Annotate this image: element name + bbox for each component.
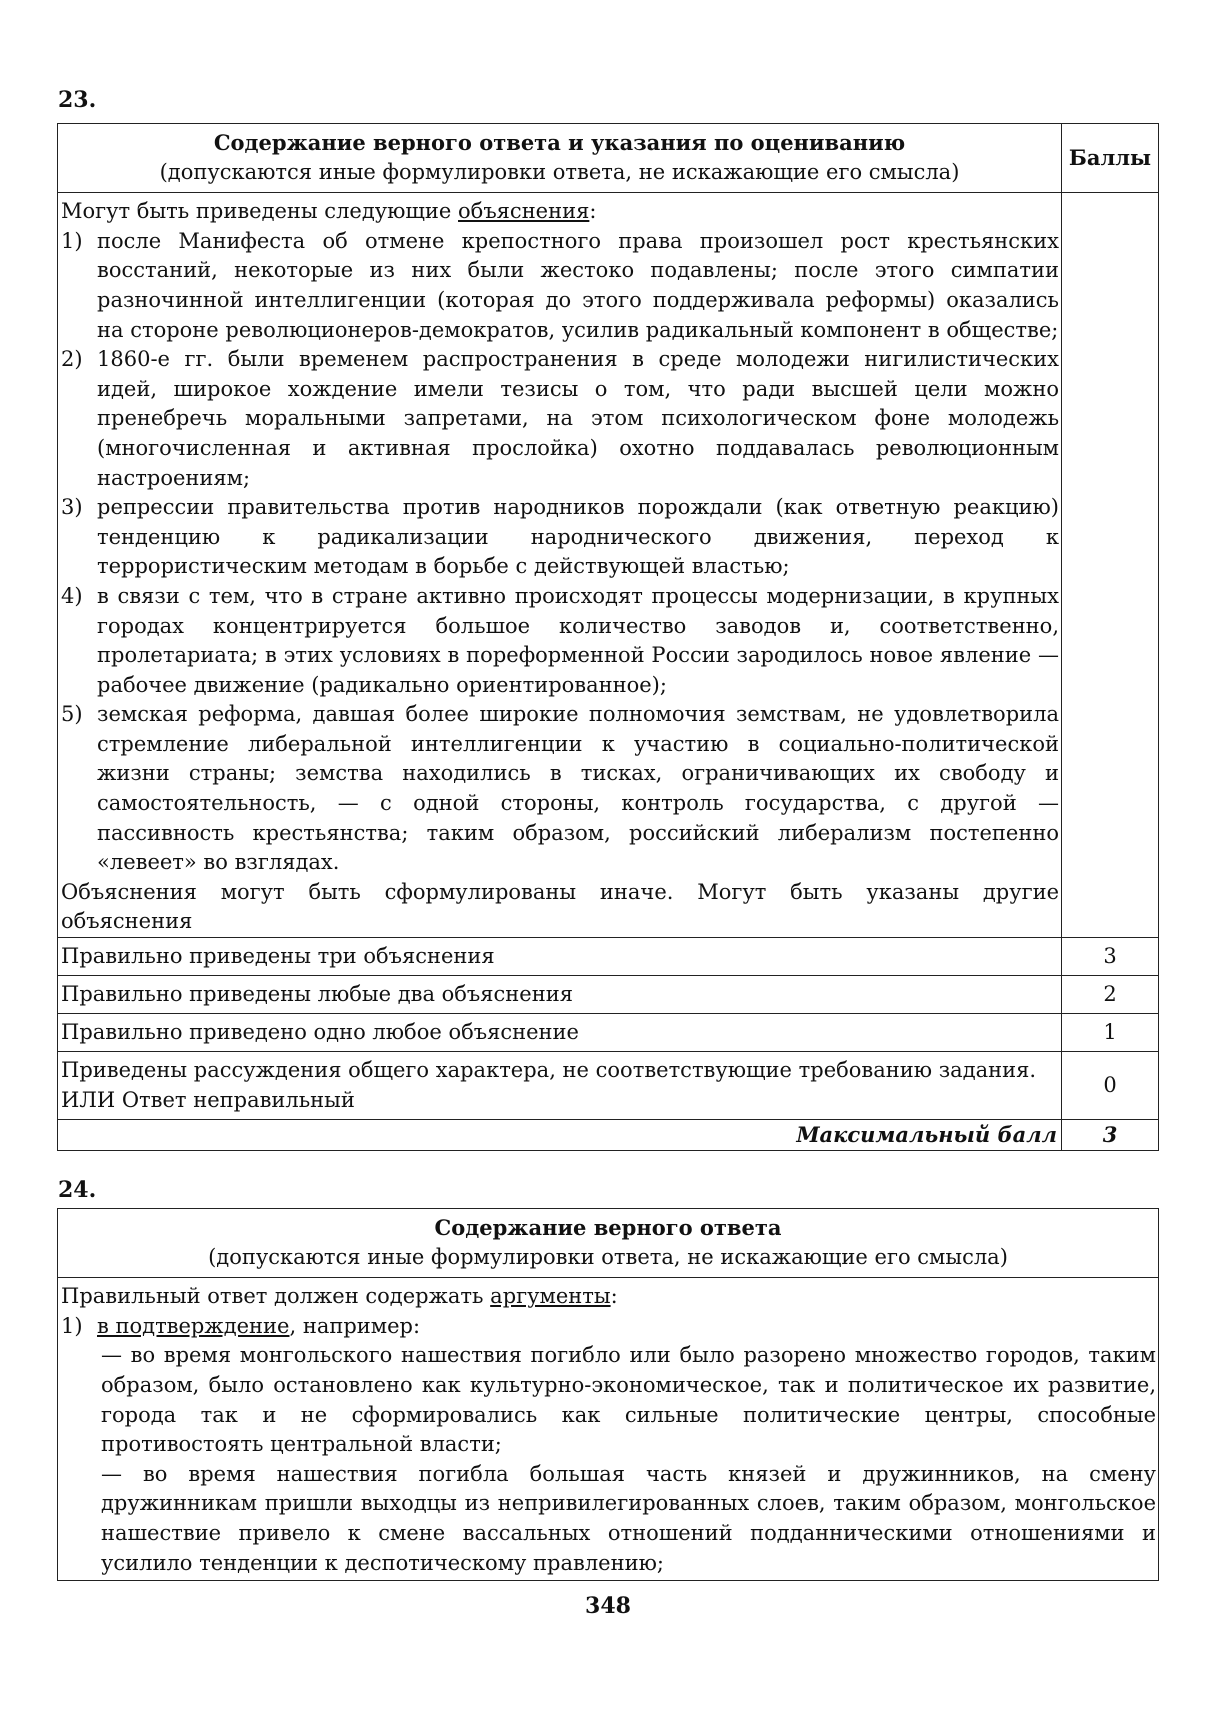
page-number: 348	[585, 1593, 631, 1619]
criterion-score: 1	[1062, 1014, 1159, 1052]
list-item: 2) 1860-е гг. были временем распространения в среде молодежи нигилистических идей, широкое хождение имели тезисы о том, что ради высшей цели можно пренебречь моральными запретами, на этом психологическом фоне молодежь (многочисленная и активная прослойка) охотно поддавалась революционным настроениям;	[61, 347, 1059, 490]
criterion-score: 3	[1062, 938, 1159, 976]
criterion-text: Правильно приведено одно любое объяснение	[58, 1014, 1062, 1052]
table-row	[58, 1052, 1159, 1120]
q23-intro: Могут быть приведены следующие объяснения:	[61, 199, 597, 224]
q24-header-title: Содержание верного ответа	[434, 1215, 782, 1240]
q23-header-note: (допускаются иные формулировки ответа, не искажающие его смысла)	[159, 159, 960, 184]
list-item: 3) репрессии правительства против народников порождали (как ответную реакцию) тенденцию к радикализации народнического движения, переход к террористическим методам в борьбе с действующей властью;	[61, 495, 1059, 579]
q23-closing: Объяснения могут быть сформулированы иначе. Могут быть указаны другие объяснения	[61, 879, 1059, 934]
list-item: 1) после Манифеста об отмене крепостного права произошел рост крестьянских восстаний, некоторые из них были жестоко подавлены; после этого симпатии разночинной интеллигенции (которая до этого поддерживала реформы) оказались на стороне революционеров-демократов, усилив радикальный компонент в обществе;	[61, 228, 1059, 342]
q23-content-cell	[58, 193, 1062, 938]
table-row	[58, 976, 1159, 1014]
criterion-text: Правильно приведены любые два объяснения	[58, 976, 1062, 1014]
criterion-zero-score: 0	[1062, 1052, 1159, 1120]
criterion-text: Правильно приведены три объяснения	[58, 938, 1062, 976]
q23-intro-underlined: объяснения	[458, 199, 590, 224]
q24-header-row	[58, 1209, 1159, 1278]
list-item: 5) земская реформа, давшая более широкие полномочия земствам, не удовлетворила стремление либеральной интеллигенции к участию в социально-политической жизни страны; земства находились в тисках, ограничивающих их свободу и самостоятельность, — с одной стороны, контроль государства, с другой — пассивность крестьянства; таким образом, российский либерализм постепенно «левеет» во взглядах.	[61, 702, 1059, 875]
argument-paragraph: — во время монгольского нашествия погибло или было разорено множество городов, таким образом, было остановлено как культурно-экономическое, так и политическое их развитие, города так и не сформировались как сильные политические центры, способные противостоять центральной власти;	[101, 1343, 1156, 1457]
list-item: 4) в связи с тем, что в стране активно происходят процессы модернизации, в крупных городах концентрируется большое количество заводов и, соответственно, пролетариата; в этих условиях в пореформенной России зародилось новое явление — рабочее движение (радикально ориентированное);	[61, 583, 1059, 697]
question-24-table	[57, 1208, 1159, 1581]
criterion-score: 2	[1062, 976, 1159, 1014]
q24-item-underlined: в подтверждение	[97, 1313, 290, 1338]
balls-header: Баллы	[1062, 124, 1159, 193]
table-row	[58, 1014, 1159, 1052]
q23-header-row	[58, 124, 1159, 193]
q24-header-cell	[58, 1209, 1159, 1278]
q23-content-row	[58, 193, 1159, 938]
criterion-zero-text: Приведены рассуждения общего характера, не соответствующие требованию задания. ИЛИ Ответ неправильный	[58, 1052, 1062, 1120]
q23-header-title: Содержание верного ответа и указания по оцениванию	[213, 130, 906, 155]
q23-header-cell	[58, 124, 1062, 193]
max-score-label: Максимальный балл	[58, 1120, 1062, 1151]
question-23-table	[57, 123, 1159, 1151]
q23-content-score-empty	[1062, 193, 1159, 938]
q24-content-cell	[58, 1278, 1159, 1581]
q24-intro-underlined: аргументы	[490, 1284, 611, 1309]
max-score-row	[58, 1120, 1159, 1151]
q24-intro: Правильный ответ должен содержать аргументы:	[61, 1284, 618, 1309]
table-row	[58, 938, 1159, 976]
question-24-number: 24.	[58, 1177, 97, 1203]
question-23-number: 23.	[58, 87, 97, 113]
q24-content-row	[58, 1278, 1159, 1581]
q24-header-note: (допускаются иные формулировки ответа, не искажающие его смысла)	[208, 1244, 1008, 1269]
list-item: 1) в подтверждение, например:	[61, 1313, 421, 1338]
argument-paragraph: — во время нашествия погибла большая часть князей и дружинников, на смену дружинникам пришли выходцы из непривилегированных слоев, таким образом, монгольское нашествие привело к смене вассальных отношений подданническими отношениями и усилило тенденции к деспотическому правлению;	[101, 1461, 1156, 1575]
max-score-value: 3	[1062, 1120, 1159, 1151]
